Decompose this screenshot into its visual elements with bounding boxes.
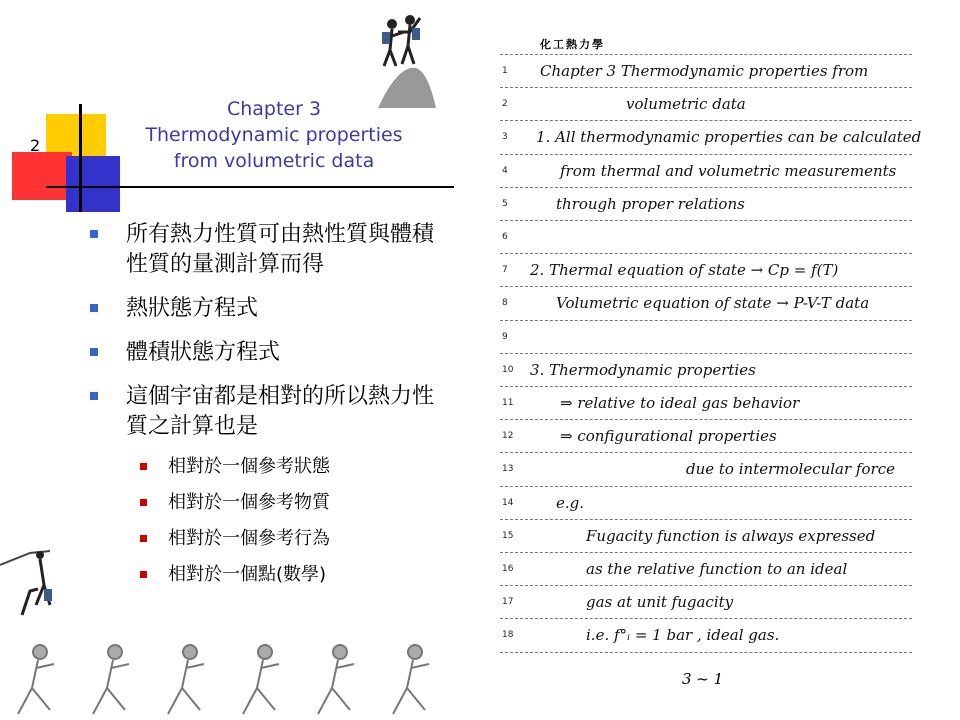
notebook-rule-line: [500, 120, 912, 121]
notebook-handwritten-line: gas at unit fugacity: [586, 593, 734, 612]
title-line: from volumetric data: [173, 150, 375, 172]
climber-clipart: [0, 545, 60, 625]
notebook-rule-line: [500, 618, 912, 619]
decor-blue-square: [66, 156, 120, 212]
notebook-line-number: 12: [502, 431, 514, 442]
notebook-line-number: 13: [502, 464, 514, 475]
notebook-handwritten-line: Volumetric equation of state → P-V-T data: [556, 294, 870, 313]
notebook-header: 化工熱力學: [540, 38, 605, 51]
bullet-list: [90, 220, 435, 600]
notebook-line-number: 7: [502, 265, 508, 276]
notebook-rule-line: [500, 519, 912, 520]
notebook-line-number: 11: [502, 398, 514, 408]
sub-bullet-item: 相對於一個點(數學): [90, 564, 435, 586]
notebook-line-number: 1: [502, 66, 508, 76]
notebook-line-number: 16: [502, 564, 514, 574]
notebook-handwritten-line: 2. Thermal equation of state → Cp = f(T): [530, 261, 839, 280]
notebook-rule-line: [500, 253, 912, 254]
hikers-clipart: [368, 10, 438, 110]
page-number: 2: [30, 136, 41, 155]
slide-title: [124, 96, 424, 174]
notebook-line-number: 14: [502, 497, 514, 508]
notebook-rule-line: [500, 353, 912, 354]
sub-bullet-item: 相對於一個參考物質: [90, 492, 435, 514]
notebook-rule-line: [500, 286, 912, 287]
notebook-handwritten-line: ⇒ relative to ideal gas behavior: [560, 394, 800, 412]
notebook-line-number: 4: [502, 165, 508, 176]
notebook-line-number: 17: [502, 597, 514, 608]
notebook-line-number: 3: [502, 132, 508, 143]
title-underline: [46, 186, 454, 188]
decor-red-square: [12, 152, 72, 200]
title-line: Thermodynamic properties: [145, 124, 403, 146]
notebook-rule-line: [500, 552, 912, 553]
notebook-line-number: 10: [502, 364, 514, 375]
notebook-rule-line: [500, 187, 912, 188]
notebook-rule-line: [500, 320, 912, 321]
title-line: Chapter 3: [226, 98, 322, 120]
notebook-handwritten-line: ⇒ configurational properties: [560, 427, 777, 446]
notebook-rule-line: [500, 652, 912, 653]
sub-bullet-item: 相對於一個參考行為: [90, 528, 435, 550]
bullet-item: 體積狀態方程式: [90, 338, 435, 368]
notebook-handwritten-line: as the relative function to an ideal: [586, 560, 848, 578]
notebook-line-number: 15: [502, 530, 514, 541]
notebook-handwritten-line: from thermal and volumetric measurements: [560, 161, 897, 180]
notebook-handwritten-line: 1. All thermodynamic properties can be calculated: [536, 128, 922, 147]
bullet-item: 所有熱力性質可由熱性質與體積性質的量測計算而得: [90, 220, 435, 280]
handwritten-notes-page: [500, 22, 922, 702]
notebook-handwritten-line: through proper relations: [556, 194, 745, 213]
notebook-rule-line: [500, 486, 912, 487]
notebook-handwritten-line: e.g.: [556, 493, 585, 512]
notebook-handwritten-line: Chapter 3 Thermodynamic properties from: [540, 62, 869, 80]
notebook-handwritten-line: volumetric data: [626, 95, 746, 114]
notebook-rule-line: [500, 220, 912, 221]
notebook-rule-line: [500, 54, 912, 55]
notebook-rule-line: [500, 585, 912, 586]
notebook-handwritten-line: Fugacity function is always expressed: [586, 526, 876, 545]
notebook-rule-line: [500, 386, 912, 387]
bullet-item: 熱狀態方程式: [90, 294, 435, 324]
notebook-rule-line: [500, 452, 912, 453]
notebook-line-number: 5: [502, 198, 508, 209]
runners-clipart-row: [0, 640, 470, 720]
notebook-rule-line: [500, 419, 912, 420]
notebook-rule-line: [500, 154, 912, 155]
notebook-rule-line: [500, 87, 912, 88]
notebook-line-number: 2: [502, 99, 508, 110]
notebook-page-footer: 3 ~ 1: [682, 670, 724, 688]
notebook-handwritten-line: 3. Thermodynamic properties: [530, 360, 756, 379]
notebook-line-number: 6: [502, 232, 508, 242]
decor-vertical-line: [79, 104, 82, 212]
notebook-line-number: 9: [502, 331, 508, 342]
bullet-item: 這個宇宙都是相對的所以熱力性質之計算也是: [90, 382, 435, 442]
notebook-handwritten-line: i.e. f°ᵢ = 1 bar , ideal gas.: [586, 626, 780, 645]
notebook-line-number: 8: [502, 298, 508, 309]
sub-bullet-item: 相對於一個參考狀態: [90, 456, 435, 478]
notebook-handwritten-line: due to intermolecular force: [686, 460, 895, 479]
notebook-line-number: 18: [502, 630, 514, 641]
